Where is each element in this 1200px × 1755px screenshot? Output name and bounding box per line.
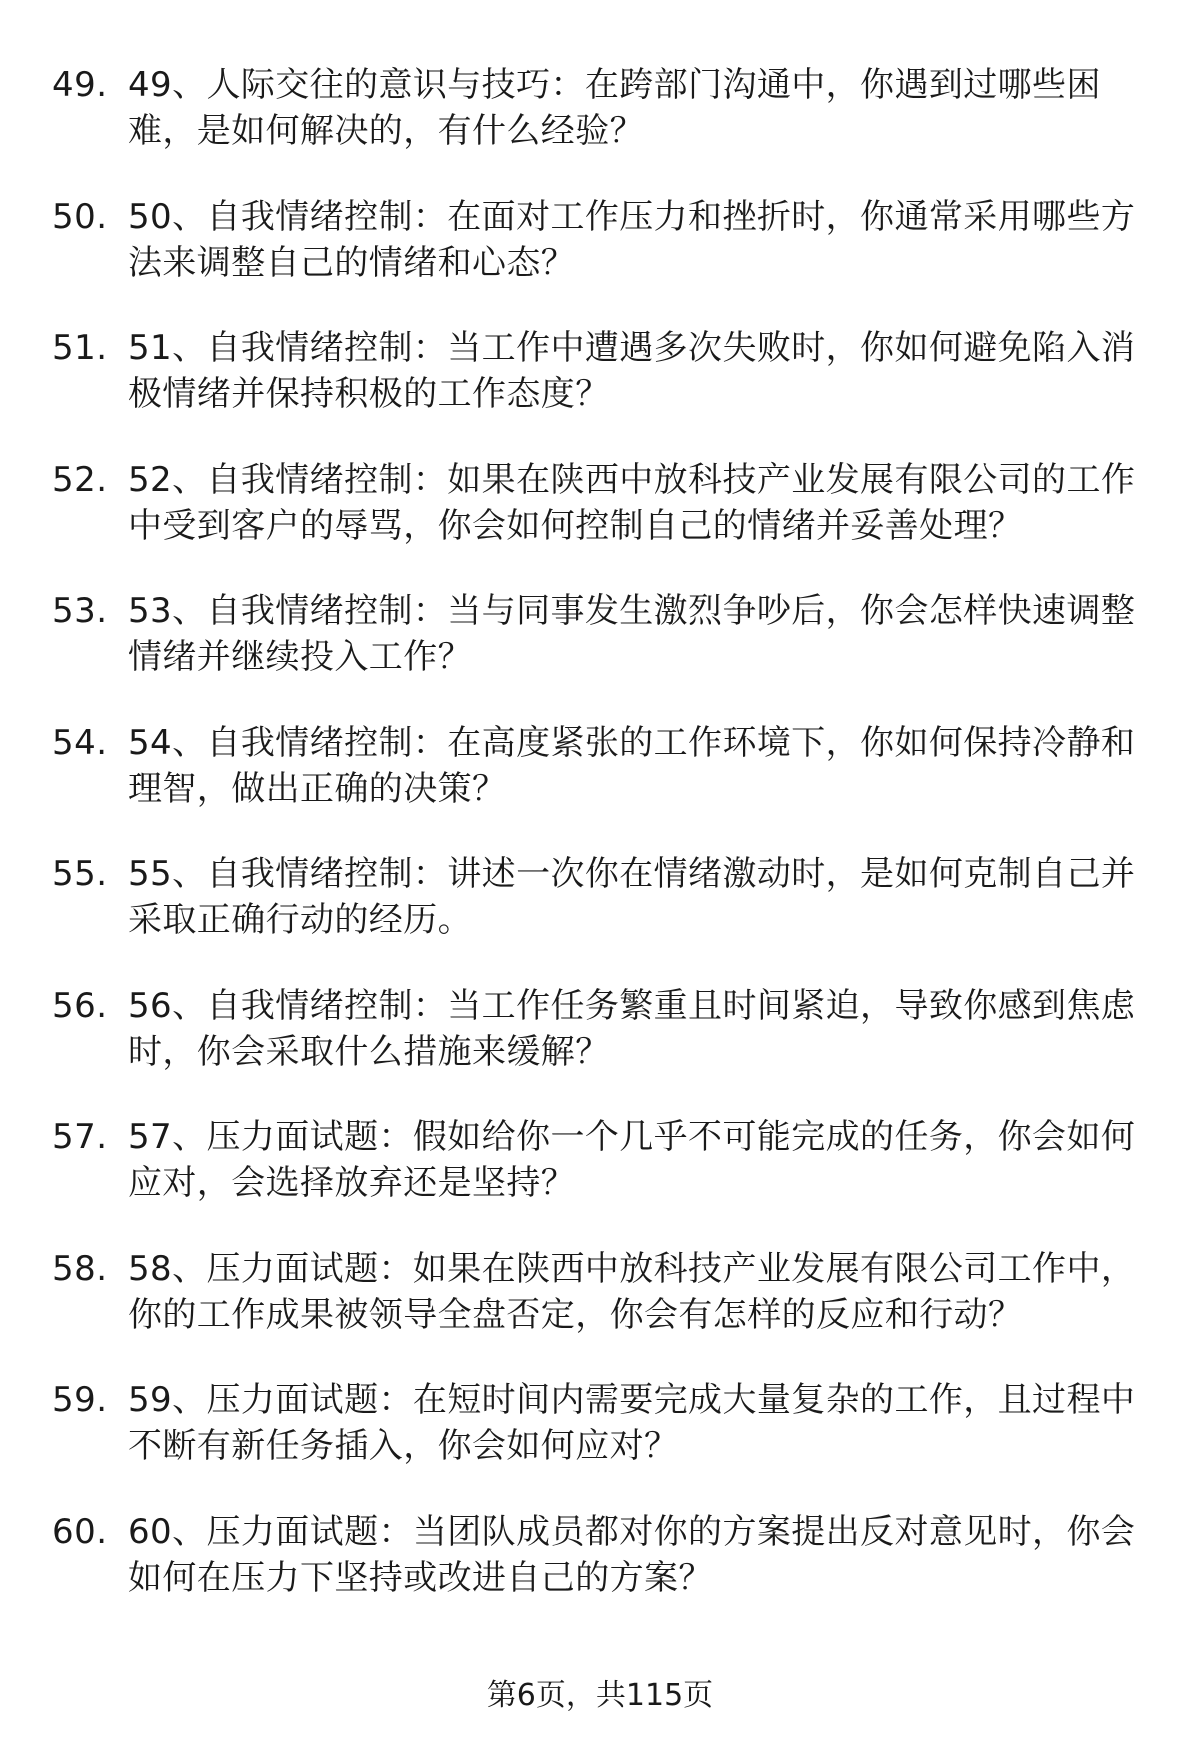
question-text: 53、自我情绪控制：当与同事发生激烈争吵后，你会怎样快速调整情绪并继续投入工作？ bbox=[128, 591, 1136, 677]
question-list bbox=[0, 62, 1200, 1640]
list-item bbox=[0, 457, 1200, 589]
question-number: 59. bbox=[52, 1380, 108, 1420]
list-item bbox=[0, 851, 1200, 983]
list-item bbox=[0, 720, 1200, 852]
list-item bbox=[0, 194, 1200, 326]
page-number-footer: 第6页，共115页 bbox=[486, 1678, 714, 1713]
list-item bbox=[0, 1377, 1200, 1509]
question-number: 51. bbox=[52, 328, 108, 368]
question-number: 50. bbox=[52, 196, 108, 237]
question-text: 60、压力面试题：当团队成员都对你的方案提出反对意见时，你会如何在压力下坚持或改进自己的方案？ bbox=[128, 1511, 1136, 1598]
question-text: 51、自我情绪控制：当工作中遭遇多次失败时，你如何避免陷入消极情绪并保持积极的工作态度？ bbox=[128, 328, 1136, 414]
question-text: 50、自我情绪控制：在面对工作压力和挫折时，你通常采用哪些方法来调整自己的情绪和心态？ bbox=[128, 196, 1136, 283]
question-text: 59、压力面试题：在短时间内需要完成大量复杂的工作，且过程中不断有新任务插入，你会如何应对？ bbox=[128, 1380, 1136, 1466]
list-item bbox=[0, 1246, 1200, 1378]
question-number: 53. bbox=[52, 591, 108, 631]
question-text: 54、自我情绪控制：在高度紧张的工作环境下，你如何保持冷静和理智，做出正确的决策？ bbox=[128, 722, 1136, 809]
question-text: 52、自我情绪控制：如果在陕西中放科技产业发展有限公司的工作中受到客户的辱骂，你会如何控制自己的情绪并妥善处理？ bbox=[128, 459, 1136, 546]
question-number: 56. bbox=[52, 985, 108, 1026]
question-number: 58. bbox=[52, 1248, 108, 1289]
list-item bbox=[0, 1114, 1200, 1246]
list-item bbox=[0, 325, 1200, 457]
list-item bbox=[0, 588, 1200, 720]
question-number: 55. bbox=[52, 854, 108, 894]
list-item bbox=[0, 983, 1200, 1115]
question-number: 54. bbox=[52, 722, 108, 763]
question-text: 57、压力面试题：假如给你一个几乎不可能完成的任务，你会如何应对，会选择放弃还是坚持？ bbox=[128, 1117, 1136, 1203]
question-number: 52. bbox=[52, 459, 108, 500]
question-number: 57. bbox=[52, 1117, 108, 1157]
question-number: 60. bbox=[52, 1511, 108, 1552]
question-text: 58、压力面试题：如果在陕西中放科技产业发展有限公司工作中，你的工作成果被领导全盘否定，你会有怎样的反应和行动？ bbox=[128, 1248, 1136, 1335]
question-number: 49. bbox=[52, 65, 108, 105]
question-text: 49、人际交往的意识与技巧：在跨部门沟通中，你遇到过哪些困难，是如何解决的，有什么经验？ bbox=[128, 65, 1101, 151]
question-text: 55、自我情绪控制：讲述一次你在情绪激动时，是如何克制自己并采取正确行动的经历。 bbox=[128, 854, 1136, 940]
list-item bbox=[0, 62, 1200, 194]
list-item bbox=[0, 1509, 1200, 1641]
question-text: 56、自我情绪控制：当工作任务繁重且时间紧迫，导致你感到焦虑时，你会采取什么措施来缓解？ bbox=[128, 985, 1136, 1072]
